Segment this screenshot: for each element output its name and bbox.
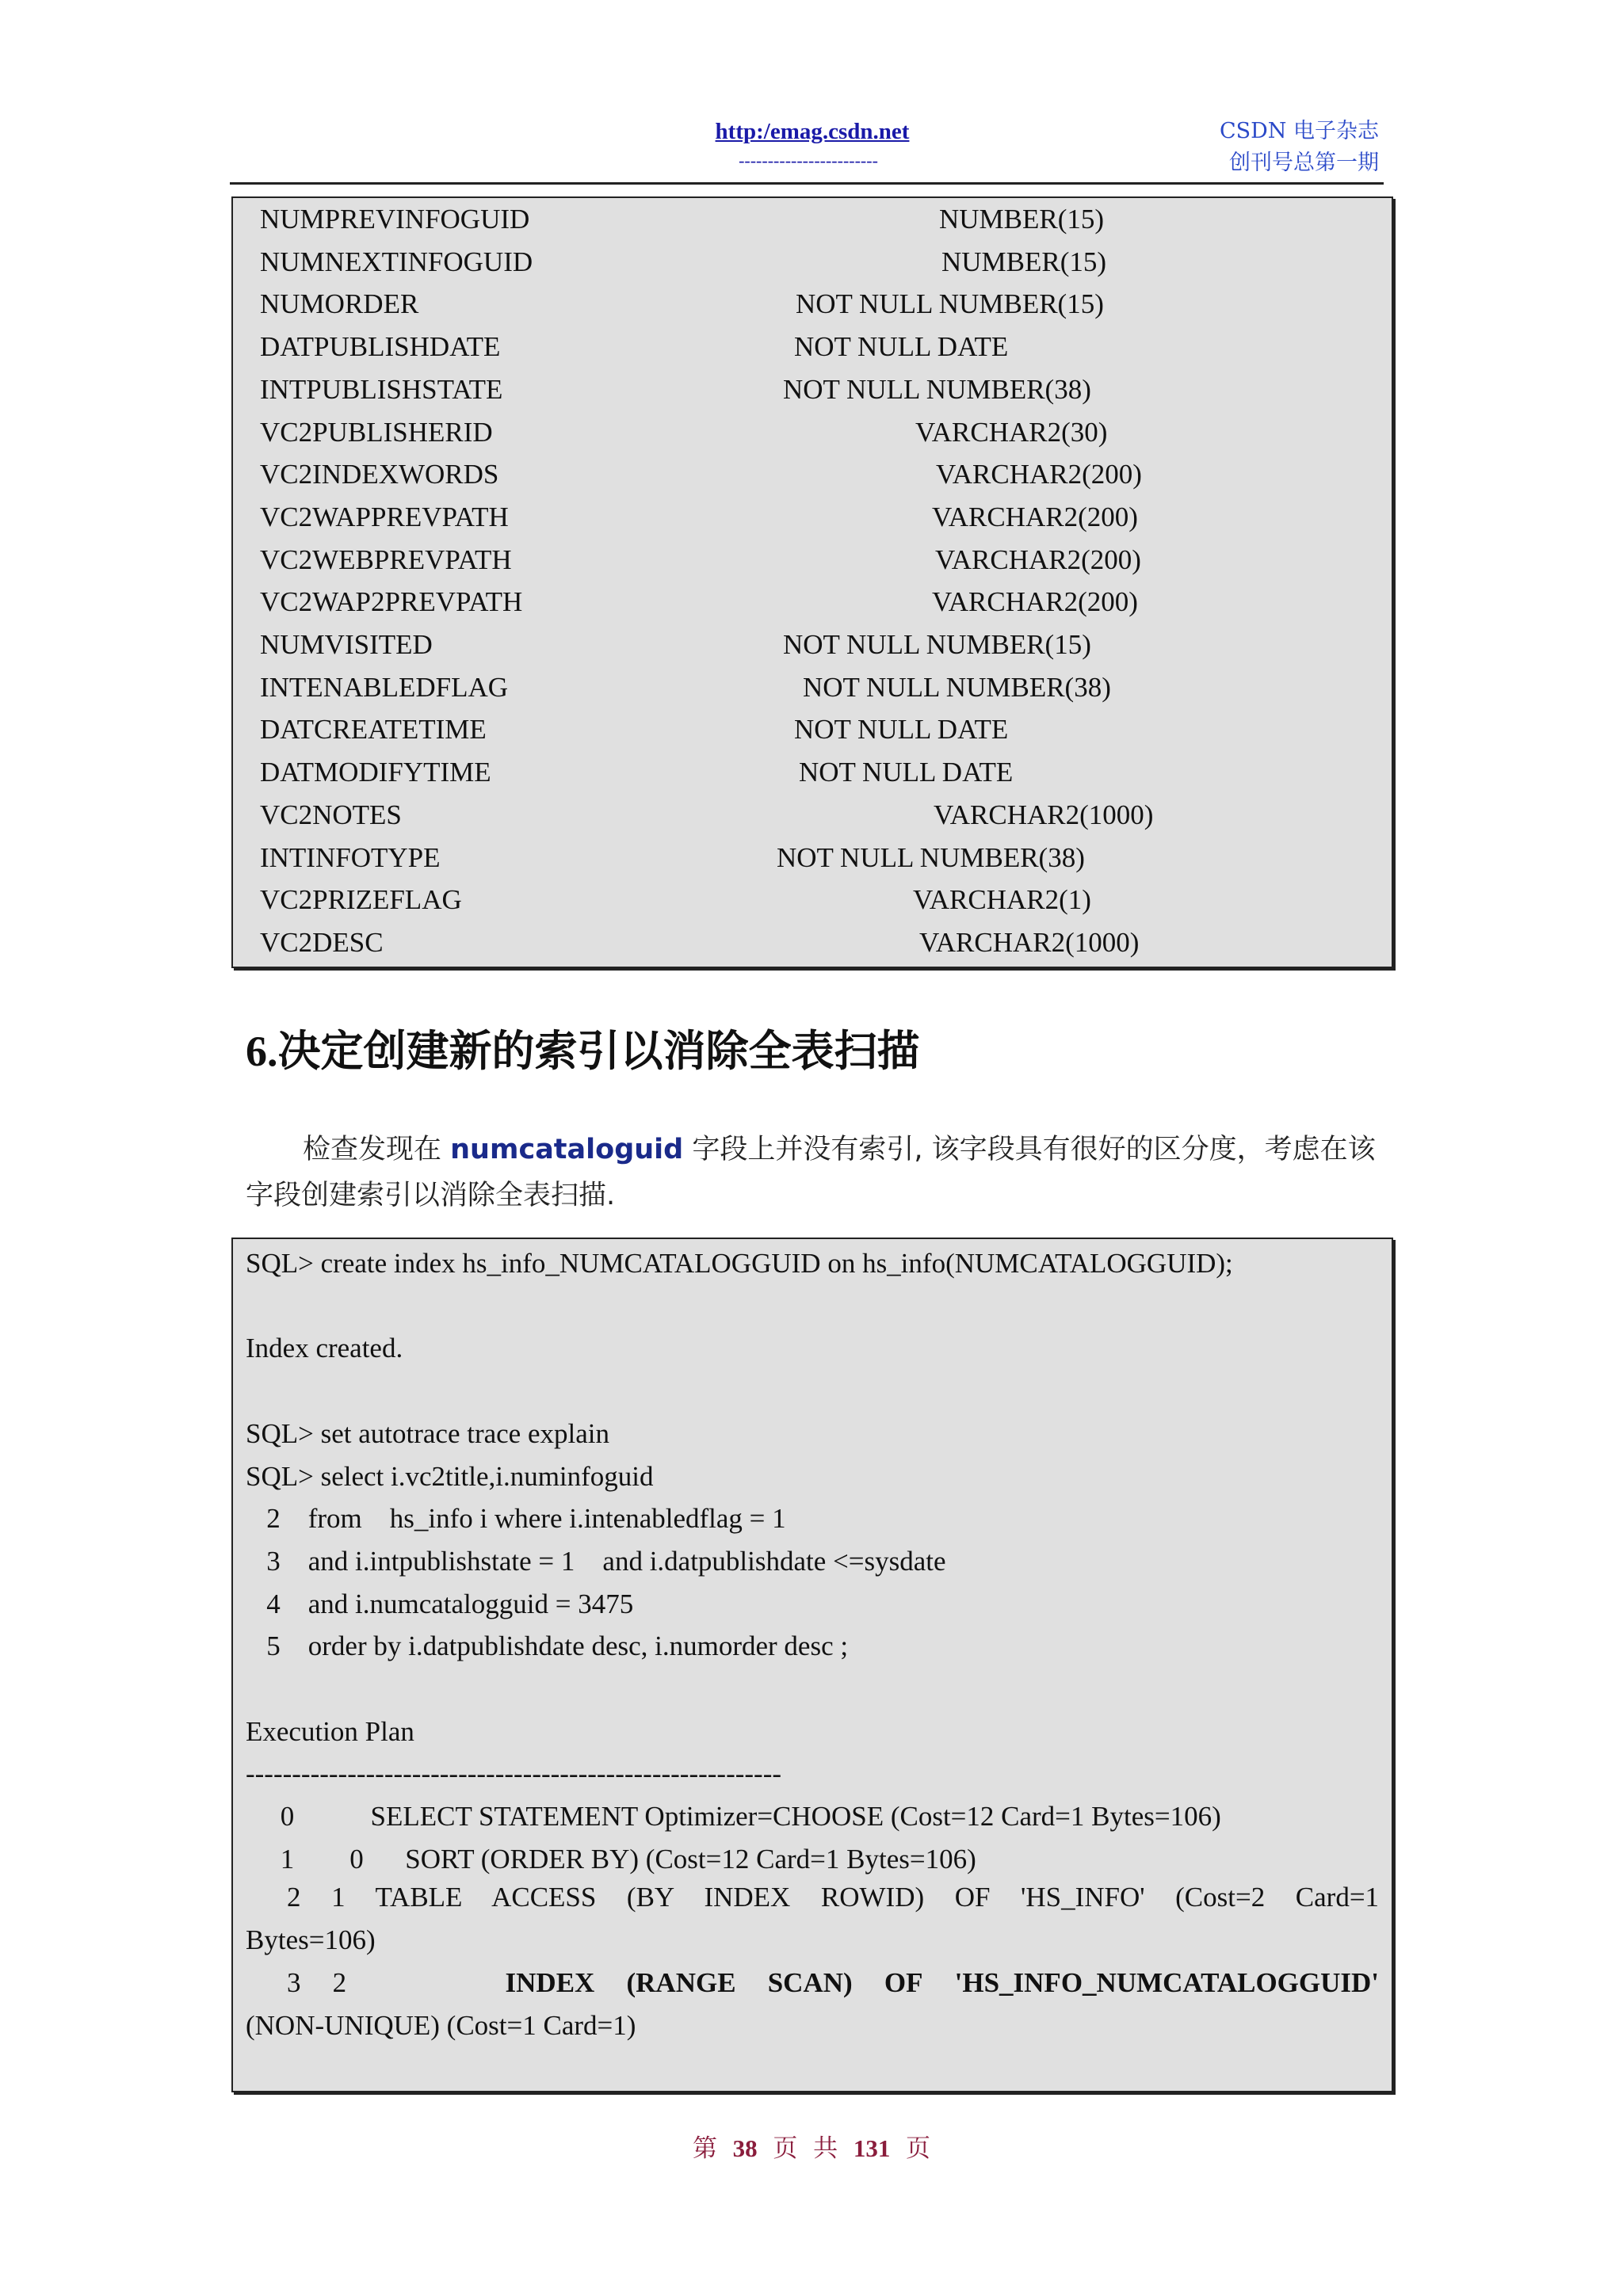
code-line	[246, 1285, 1379, 1328]
footer-total-pages: 131	[853, 2134, 891, 2162]
column-type: VARCHAR2(1000)	[919, 926, 1140, 958]
plan3-word: (RANGE	[626, 1967, 736, 1998]
column-type: NUMBER(15)	[941, 246, 1107, 277]
section-number: 6.	[246, 1028, 278, 1075]
code-line: 1 0 SORT (ORDER BY) (Cost=12 Card=1 Bytes=106)	[246, 1843, 976, 1875]
plan2-op: TABLE	[375, 1882, 463, 1913]
header-issue: 创刊号总第一期	[1229, 151, 1379, 175]
plan2-word: ACCESS	[491, 1882, 597, 1913]
code-line: Execution Plan	[246, 1715, 414, 1747]
section-title	[246, 1017, 920, 1078]
column-type: NOT NULL NUMBER(15)	[796, 288, 1104, 320]
footer-mid: 页 共	[773, 2134, 838, 2163]
code-line: ----------------------------------------------------------	[246, 1758, 782, 1790]
column-type: NOT NULL NUMBER(38)	[777, 841, 1085, 873]
header-link[interactable]: http:/emag.csdn.net	[715, 119, 910, 144]
column-name: NUMNEXTINFOGUID	[260, 246, 533, 277]
plan2-word: (BY	[626, 1882, 674, 1913]
plan2-word: 'HS_INFO'	[1021, 1882, 1145, 1913]
code-line	[246, 1668, 1379, 1711]
column-type: VARCHAR2(30)	[915, 416, 1108, 448]
column-type: NOT NULL NUMBER(38)	[783, 373, 1091, 405]
plan3-word: 'HS_INFO_NUMCATALOGGUID'	[954, 1967, 1380, 1998]
column-name: INTINFOTYPE	[260, 841, 441, 873]
column-type: VARCHAR2(200)	[935, 543, 1141, 575]
paragraph-before: 检查发现在	[303, 1134, 451, 1165]
plan-line-2	[246, 1876, 1379, 1919]
column-name: VC2WAP2PREVPATH	[260, 586, 523, 618]
column-type: VARCHAR2(200)	[932, 586, 1138, 618]
code-line	[246, 1370, 1379, 1413]
footer-prefix: 第	[692, 2134, 717, 2163]
code-line: 0 SELECT STATEMENT Optimizer=CHOOSE (Cost=12 Card=1 Bytes=106)	[246, 1801, 1221, 1833]
code-line: 3 and i.intpublishstate = 1 and i.datpublishdate <=sysdate	[246, 1545, 946, 1577]
column-type: VARCHAR2(1000)	[934, 799, 1154, 830]
column-type: NOT NULL NUMBER(38)	[803, 671, 1111, 703]
plan2-word: INDEX	[704, 1882, 791, 1913]
column-name: VC2DESC	[260, 926, 384, 958]
column-name: NUMVISITED	[260, 629, 433, 660]
code-line: SQL> create index hs_info_NUMCATALOGGUID on hs_info(NUMCATALOGGUID);	[246, 1248, 1233, 1279]
header-link-underline: ------------------------	[739, 151, 878, 170]
column-type: VARCHAR2(200)	[936, 459, 1142, 490]
plan2-word: (Cost=2	[1175, 1882, 1266, 1913]
column-type: VARCHAR2(1)	[913, 884, 1091, 916]
page-footer	[0, 2128, 1623, 2164]
column-name: VC2WEBPREVPATH	[260, 543, 512, 575]
section-title-text: 决定创建新的索引以消除全表扫描	[277, 1026, 920, 1076]
paragraph-after: 字段上并没有索引, 该字段具有很好的区分度，考虑在该	[683, 1134, 1376, 1165]
plan3-parent: 2	[332, 1967, 347, 1998]
plan2-id: 2	[287, 1882, 301, 1913]
header-magazine-info	[1220, 116, 1379, 179]
plan-line-2-cont: Bytes=106)	[246, 1924, 376, 1955]
plan2-word: OF	[954, 1882, 991, 1913]
paragraph-keyword: numcataloguid	[450, 1134, 684, 1165]
header-rule	[230, 182, 1384, 185]
code-line: Index created.	[246, 1333, 403, 1364]
column-name: INTPUBLISHSTATE	[260, 373, 503, 405]
column-name: INTENABLEDFLAG	[260, 671, 509, 703]
plan2-parent: 1	[331, 1882, 346, 1913]
code-line: 5 order by i.datpublishdate desc, i.numorder desc ;	[246, 1630, 849, 1662]
code-line: SQL> select i.vc2title,i.numinfoguid	[246, 1460, 654, 1492]
plan3-word: OF	[884, 1967, 923, 1998]
code-line: SQL> set autotrace trace explain	[246, 1417, 609, 1449]
plan3-id: 3	[287, 1967, 301, 1998]
column-name: VC2PRIZEFLAG	[260, 884, 462, 916]
code-line: 2 from hs_info i where i.intenabledflag = 1	[246, 1503, 786, 1535]
plan-line-3	[246, 1962, 1379, 2004]
plan3-word: SCAN)	[767, 1967, 853, 1998]
column-type: NOT NULL DATE	[794, 331, 1009, 363]
plan2-word: Card=1	[1295, 1882, 1380, 1913]
column-name: VC2INDEXWORDS	[260, 459, 499, 490]
column-type: NOT NULL NUMBER(15)	[783, 629, 1091, 660]
column-name: DATPUBLISHDATE	[260, 331, 501, 363]
footer-page-number: 38	[732, 2134, 758, 2162]
paragraph-line-1	[246, 1127, 1381, 1173]
column-name: VC2NOTES	[260, 799, 402, 830]
header-magazine-title: CSDN 电子杂志	[1219, 119, 1379, 143]
column-name: NUMPREVINFOGUID	[260, 204, 530, 235]
column-name: VC2WAPPREVPATH	[260, 501, 509, 532]
column-type: NOT NULL DATE	[794, 714, 1009, 746]
column-name: VC2PUBLISHERID	[260, 416, 493, 448]
column-name: DATCREATETIME	[260, 714, 487, 746]
footer-suffix: 页	[906, 2134, 931, 2163]
paragraph-line-2: 字段创建索引以消除全表扫描.	[246, 1180, 616, 1211]
column-type: NOT NULL DATE	[799, 757, 1014, 788]
plan-line-3-cont: (NON-UNIQUE) (Cost=1 Card=1)	[246, 2010, 636, 2041]
plan2-word: ROWID)	[820, 1882, 925, 1913]
column-type: VARCHAR2(200)	[932, 501, 1138, 532]
plan3-word: INDEX	[505, 1967, 595, 1998]
code-line: 4 and i.numcatalogguid = 3475	[246, 1588, 634, 1619]
column-type: NUMBER(15)	[939, 204, 1105, 235]
column-name: DATMODIFYTIME	[260, 757, 491, 788]
column-name: NUMORDER	[260, 288, 419, 320]
